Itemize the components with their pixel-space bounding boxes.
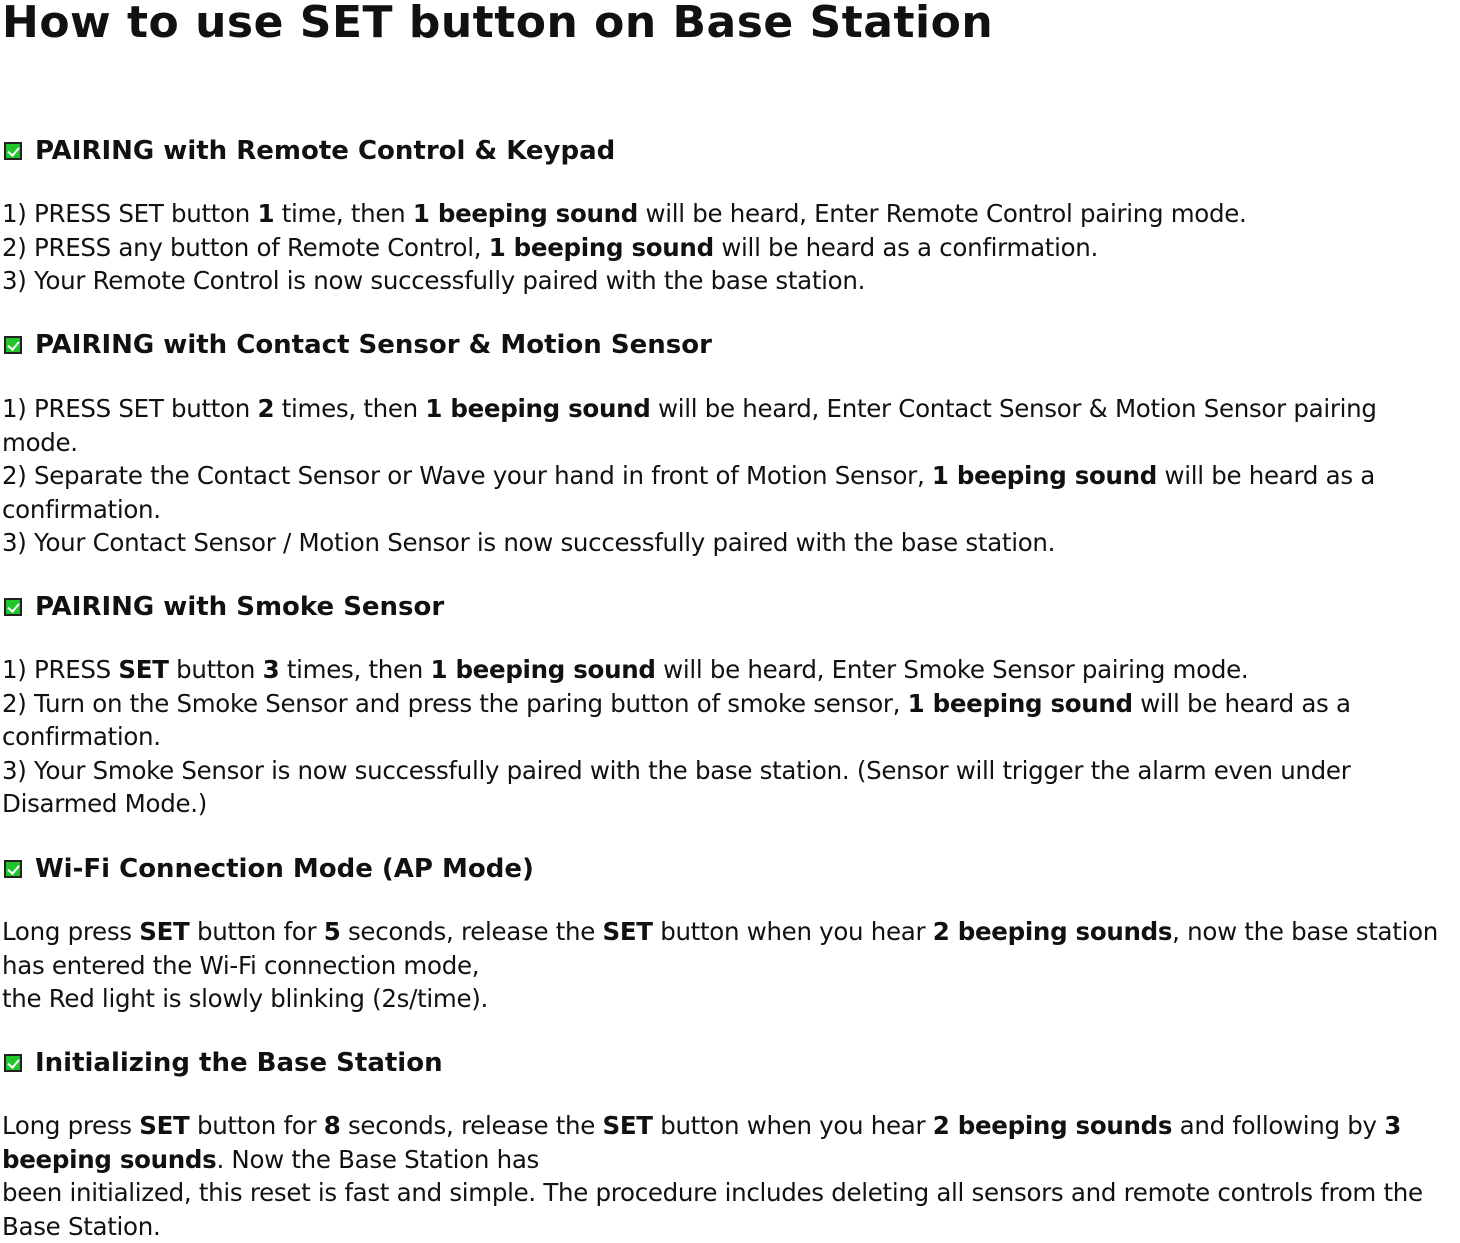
instruction-line: Long press SET button for 5 seconds, release the SET button when you hear 2 beeping sounds, now the base station has entered the Wi-Fi connection mode, <box>2 917 1438 980</box>
instruction-line: 2) Turn on the Smoke Sensor and press the paring button of smoke sensor, 1 beeping sound will be heard as a confirmation. <box>2 688 1351 752</box>
instruction-line: 3) Your Smoke Sensor is now successfully paired with the base station. (Sensor will trigger the alarm even under Disarmed Mode.) <box>2 755 1351 819</box>
section-heading-remote <box>4 134 615 168</box>
green-check-box-icon <box>4 860 22 878</box>
section-body-remote <box>2 197 1458 298</box>
section-body-contact-motion <box>2 392 1458 560</box>
instruction-line: 2) PRESS any button of Remote Control, 1 beeping sound will be heard as a confirmation. <box>2 232 1098 262</box>
green-check-box-icon <box>4 142 22 160</box>
section-body-wifi <box>2 915 1458 1016</box>
instruction-line: 3) Your Contact Sensor / Motion Sensor is now successfully paired with the base station. <box>2 528 1056 558</box>
section-heading-wifi <box>4 852 534 886</box>
section-body-smoke <box>2 653 1458 821</box>
section-heading-text: PAIRING with Contact Sensor & Motion Sensor <box>35 330 712 360</box>
section-body-initialize <box>2 1109 1458 1243</box>
instruction-line: 1) PRESS SET button 2 times, then 1 beeping sound will be heard, Enter Contact Sensor & Motion Sensor pairing mode. <box>2 394 1377 457</box>
instruction-line: Long press SET button for 8 seconds, release the SET button when you hear 2 beeping sounds and following by 3 beeping sounds. Now the Base Station has <box>2 1111 1401 1174</box>
instruction-line: the Red light is slowly blinking (2s/time). <box>2 984 488 1014</box>
section-heading-contact-motion <box>4 328 712 362</box>
section-heading-text: PAIRING with Smoke Sensor <box>35 592 445 622</box>
instruction-line: 2) Separate the Contact Sensor or Wave your hand in front of Motion Sensor, 1 beeping sound will be heard as a confirmation. <box>2 461 1375 524</box>
instruction-line: 1) PRESS SET button 1 time, then 1 beeping sound will be heard, Enter Remote Control pairing mode. <box>2 199 1247 228</box>
green-check-box-icon <box>4 1054 22 1072</box>
instruction-line: 3) Your Remote Control is now successfully paired with the base station. <box>2 266 866 296</box>
page-title: How to use SET button on Base Station <box>2 0 994 48</box>
green-check-box-icon <box>4 336 22 354</box>
instruction-line: been initialized, this reset is fast and simple. The procedure includes deleting all sensors and remote controls from the Base Station. <box>2 1178 1423 1241</box>
section-heading-initialize <box>4 1046 443 1080</box>
green-check-box-icon <box>4 598 22 616</box>
section-heading-text: PAIRING with Remote Control & Keypad <box>35 136 616 166</box>
section-heading-text: Wi-Fi Connection Mode (AP Mode) <box>35 854 534 884</box>
section-heading-text: Initializing the Base Station <box>35 1048 443 1078</box>
section-heading-smoke <box>4 590 444 624</box>
instruction-line: 1) PRESS SET button 3 times, then 1 beeping sound will be heard, Enter Smoke Sensor pairing mode. <box>2 655 1249 684</box>
